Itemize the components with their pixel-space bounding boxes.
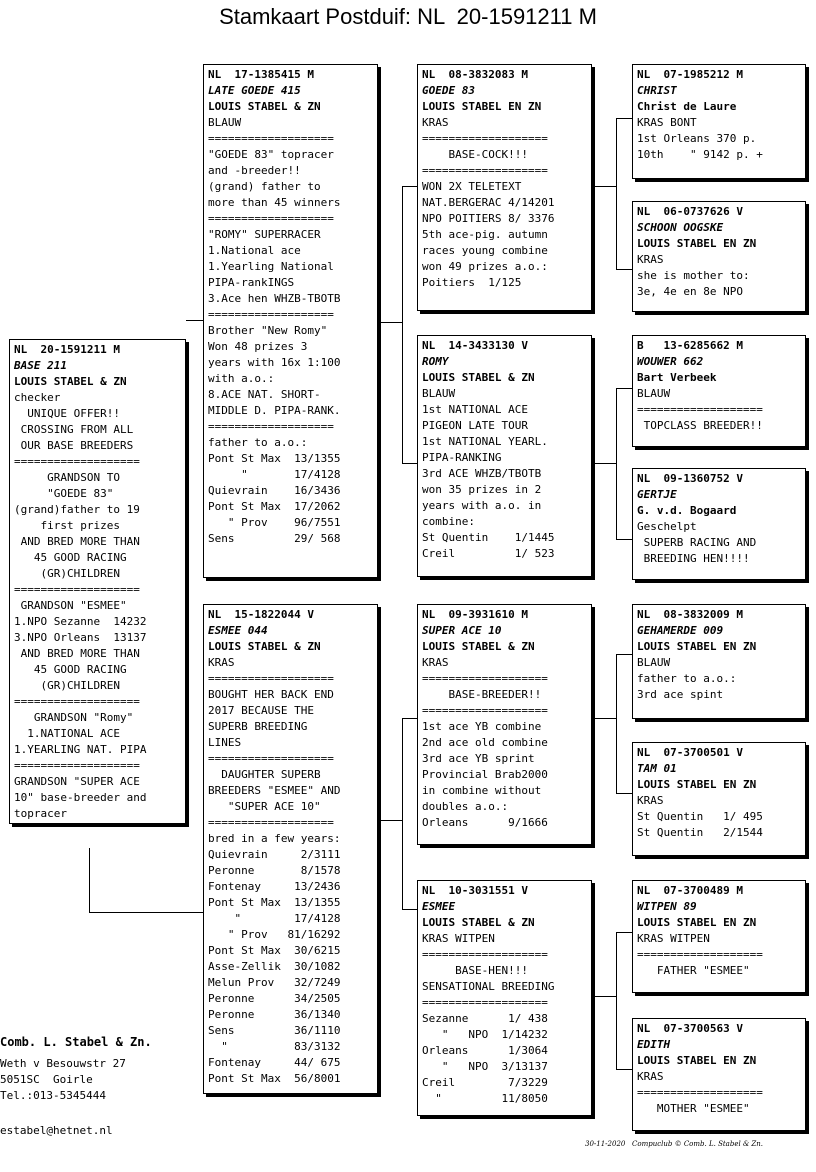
pigeon-name: BASE 211 [14, 359, 67, 372]
info-line: =================== [14, 583, 140, 596]
info-line: AND BRED MORE THAN [14, 535, 140, 548]
breeder-name: LOUIS STABEL & ZN [14, 375, 127, 388]
ring-number: NL 07-1985212 M [637, 68, 743, 81]
info-line: 1st NATIONAL ACE [422, 403, 528, 416]
breeder-name: LOUIS STABEL EN ZN [422, 100, 542, 113]
info-line: SENSATIONAL BREEDING [422, 980, 555, 993]
pigeon-card-sire [203, 64, 378, 578]
info-line: CROSSING FROM ALL [14, 423, 134, 436]
info-line: " NPO 1/14232 [422, 1028, 548, 1041]
info-line: =================== [422, 704, 548, 717]
pigeon-name: TAM 01 [637, 762, 677, 775]
info-line: =================== [422, 132, 548, 145]
info-line: Pont St Max 13/1355 [208, 896, 341, 909]
connector-line [616, 118, 632, 119]
info-line: BLAUW [637, 656, 671, 669]
ring-number: NL 09-1360752 V [637, 472, 743, 485]
info-line: =================== [208, 420, 334, 433]
info-line: 2nd ace old combine [422, 736, 548, 749]
info-line: MOTHER "ESMEE" [637, 1102, 750, 1115]
footer-credit: 30-11-2020 Compuclub © Comb. L. Stabel & Zn. [585, 1140, 763, 1148]
info-line: father to a.o.: [637, 672, 737, 685]
connector-line [592, 718, 616, 719]
info-line: NAT.BERGERAC 4/14201 [422, 196, 555, 209]
info-line: 1st NATIONAL YEARL. [422, 435, 548, 448]
info-line: bred in a few years: [208, 832, 341, 845]
info-line: =================== [422, 164, 548, 177]
connector-line [402, 718, 403, 910]
connector-line [89, 848, 90, 912]
ring-number: NL 20-1591211 M [14, 343, 120, 356]
pigeon-card-grandsire-maternal [417, 604, 592, 845]
info-line: Quievrain 2/3111 [208, 848, 341, 861]
pigeon-name: WITPEN 89 [637, 900, 697, 913]
info-line: (GR)CHILDREN [14, 567, 120, 580]
connector-line [592, 463, 616, 464]
pigeon-name: ESMEE [422, 900, 456, 913]
pigeon-card-ggp-8 [632, 1018, 806, 1131]
info-line: 3rd ace spint [637, 688, 724, 701]
info-line: Asse-Zellik 30/1082 [208, 960, 341, 973]
info-line: BASE-HEN!!! [422, 964, 528, 977]
pigeon-card-ggp-5 [632, 604, 806, 719]
info-line: more than 45 winners [208, 196, 341, 209]
info-line: =================== [637, 948, 763, 961]
info-line: 10" base-breeder and [14, 791, 147, 804]
info-line: "SUPER ACE 10" [208, 800, 321, 813]
info-line: Creil 1/ 523 [422, 547, 555, 560]
info-line: 3.NPO Orleans 13137 [14, 631, 147, 644]
info-line: AND BRED MORE THAN [14, 647, 140, 660]
info-line: =================== [208, 132, 334, 145]
owner-street: Weth v Besouwstr 27 [0, 1057, 126, 1070]
info-line: 8.ACE NAT. SHORT- [208, 388, 321, 401]
pigeon-card-granddam-maternal [417, 880, 592, 1116]
info-line: Fontenay 13/2436 [208, 880, 341, 893]
connector-line [402, 909, 417, 910]
info-line: checker [14, 391, 61, 404]
breeder-name: LOUIS STABEL & ZN [422, 916, 535, 929]
info-line: BREEDERS "ESMEE" AND [208, 784, 341, 797]
ring-number: NL 08-3832083 M [422, 68, 528, 81]
info-line: KRAS [637, 1070, 664, 1083]
info-line: 1st Orleans 370 p. [637, 132, 757, 145]
ring-number: NL 17-1385415 M [208, 68, 314, 81]
info-line: 45 GOOD RACING [14, 551, 127, 564]
connector-line [592, 186, 616, 187]
info-line: Pont St Max 17/2062 [208, 500, 341, 513]
ring-number: B 13-6285662 M [637, 339, 743, 352]
info-line: in combine without [422, 784, 542, 797]
info-line: DAUGHTER SUPERB [208, 768, 321, 781]
connector-line [616, 932, 632, 933]
info-line: Quievrain 16/3436 [208, 484, 341, 497]
info-line: (GR)CHILDREN [14, 679, 120, 692]
connector-line [402, 186, 417, 187]
connector-line [378, 322, 402, 323]
connector-line [378, 820, 402, 821]
breeder-name: Christ de Laure [637, 100, 737, 113]
info-line: =================== [14, 759, 140, 772]
info-line: " NPO 3/13137 [422, 1060, 548, 1073]
connector-line [616, 932, 617, 1070]
info-line: MIDDLE D. PIPA-RANK. [208, 404, 341, 417]
info-line: =================== [208, 752, 334, 765]
connector-line [186, 320, 204, 321]
info-line: Peronne 34/2505 [208, 992, 341, 1005]
info-line: Provincial Brab2000 [422, 768, 548, 781]
breeder-name: LOUIS STABEL EN ZN [637, 778, 757, 791]
info-line: GRANDSON "SUPER ACE [14, 775, 140, 788]
info-line: =================== [637, 403, 763, 416]
owner-block [0, 1034, 152, 1104]
ring-number: NL 10-3031551 V [422, 884, 528, 897]
connector-line [616, 118, 617, 270]
info-line: 1.National ace [208, 244, 301, 257]
pigeon-name: ROMY [422, 355, 449, 368]
pigeon-name: ESMEE 044 [208, 624, 268, 637]
pigeon-card-granddam-paternal [417, 335, 592, 577]
info-line: (grand) father to [208, 180, 321, 193]
info-line: KRAS WITPEN [637, 932, 710, 945]
info-line: UNIQUE OFFER!! [14, 407, 120, 420]
pigeon-name: SCHOON OOGSKE [637, 221, 724, 234]
ring-number: NL 15-1822044 V [208, 608, 314, 621]
info-line: Orleans 1/3064 [422, 1044, 548, 1057]
info-line: Melun Prov 32/7249 [208, 976, 341, 989]
ring-number: NL 07-3700563 V [637, 1022, 743, 1035]
pigeon-card-ggp-1 [632, 64, 806, 179]
breeder-name: LOUIS STABEL & ZN [208, 100, 321, 113]
info-line: =================== [14, 455, 140, 468]
breeder-name: LOUIS STABEL EN ZN [637, 237, 757, 250]
info-line: KRAS [208, 656, 235, 669]
pigeon-name: WOUWER 662 [637, 355, 704, 368]
pigeon-card-grandsire-paternal [417, 64, 592, 311]
info-line: Brother "New Romy" [208, 324, 328, 337]
info-line: GRANDSON TO [14, 471, 120, 484]
breeder-name: LOUIS STABEL & ZN [422, 371, 535, 384]
info-line: KRAS [422, 116, 449, 129]
info-line: =================== [422, 996, 548, 1009]
info-line: 5th ace-pig. autumn [422, 228, 548, 241]
info-line: " Prov 81/16292 [208, 928, 341, 941]
breeder-name: LOUIS STABEL EN ZN [637, 640, 757, 653]
connector-line [616, 654, 632, 655]
info-line: =================== [208, 816, 334, 829]
info-line: BLAUW [208, 116, 242, 129]
connector-line [616, 793, 632, 794]
info-line: Creil 7/3229 [422, 1076, 548, 1089]
info-line: =================== [422, 672, 548, 685]
info-line: 1st ace YB combine [422, 720, 542, 733]
breeder-name: LOUIS STABEL EN ZN [637, 916, 757, 929]
breeder-name: Bart Verbeek [637, 371, 717, 384]
info-line: Won 48 prizes 3 [208, 340, 308, 353]
info-line: 3rd ACE WHZB/TBOTB [422, 467, 542, 480]
info-line: SUPERB RACING AND [637, 536, 757, 549]
info-line: " 83/3132 [208, 1040, 341, 1053]
info-line: =================== [637, 1086, 763, 1099]
owner-phone: Tel.:013-5345444 [0, 1089, 106, 1102]
info-line: 1.Yearling National [208, 260, 334, 273]
info-line: LINES [208, 736, 242, 749]
pigeon-name: GERTJE [637, 488, 677, 501]
info-line: Sens 36/1110 [208, 1024, 341, 1037]
info-line: GRANDSON "Romy" [14, 711, 134, 724]
info-line: years with 16x 1:100 [208, 356, 341, 369]
pigeon-name: LATE GOEDE 415 [208, 84, 301, 97]
info-line: (grand)father to 19 [14, 503, 140, 516]
info-line: =================== [208, 308, 334, 321]
info-line: =================== [208, 212, 334, 225]
info-line: =================== [14, 695, 140, 708]
info-line: Pont St Max 13/1355 [208, 452, 341, 465]
breeder-name: LOUIS STABEL & ZN [208, 640, 321, 653]
info-line: "GOEDE 83" topracer [208, 148, 334, 161]
info-line: 3e, 4e en 8e NPO [637, 285, 743, 298]
info-line: first prizes [14, 519, 120, 532]
info-line: 2017 BECAUSE THE [208, 704, 314, 717]
info-line: St Quentin 2/1544 [637, 826, 763, 839]
pigeon-name: EDITH [637, 1038, 671, 1051]
info-line: " Prov 96/7551 [208, 516, 341, 529]
info-line: Pont St Max 56/8001 [208, 1072, 341, 1085]
ring-number: NL 07-3700501 V [637, 746, 743, 759]
info-line: 1.NATIONAL ACE [14, 727, 120, 740]
connector-line [402, 718, 417, 719]
info-line: WON 2X TELETEXT [422, 180, 522, 193]
pigeon-card-ggp-6 [632, 742, 806, 856]
info-line: NPO POITIERS 8/ 3376 [422, 212, 555, 225]
connector-line [592, 996, 616, 997]
info-line: BREEDING HEN!!!! [637, 552, 750, 565]
info-line: Poitiers 1/125 [422, 276, 522, 289]
info-line: BASE-COCK!!! [422, 148, 528, 161]
pigeon-name: GEHAMERDE 009 [637, 624, 724, 637]
info-line: 3rd ace YB sprint [422, 752, 535, 765]
info-line: BASE-BREEDER!! [422, 688, 542, 701]
connector-line [89, 912, 204, 913]
connector-line [616, 1069, 632, 1070]
info-line: SUPERB BREEDING [208, 720, 308, 733]
info-line: Orleans 9/1666 [422, 816, 548, 829]
info-line: combine: [422, 515, 475, 528]
pigeon-name: GOEDE 83 [422, 84, 475, 97]
pigeon-name: SUPER ACE 10 [422, 624, 502, 637]
info-line: KRAS [422, 656, 449, 669]
info-line: 3.Ace hen WHZB-TBOTB [208, 292, 341, 305]
info-line: Fontenay 44/ 675 [208, 1056, 341, 1069]
info-line: PIPA-rankINGS [208, 276, 295, 289]
info-line: Peronne 36/1340 [208, 1008, 341, 1021]
info-line: 1.YEARLING NAT. PIPA [14, 743, 147, 756]
info-line: 45 GOOD RACING [14, 663, 127, 676]
connector-line [402, 463, 417, 464]
info-line: GRANDSON "ESMEE" [14, 599, 127, 612]
info-line: St Quentin 1/1445 [422, 531, 555, 544]
owner-email: estabel@hetnet.nl [0, 1124, 113, 1137]
info-line: " 11/8050 [422, 1092, 548, 1105]
info-line: KRAS [637, 794, 664, 807]
info-line: Sens 29/ 568 [208, 532, 341, 545]
info-line: KRAS WITPEN [422, 932, 495, 945]
breeder-name: LOUIS STABEL & ZN [422, 640, 535, 653]
breeder-name: G. v.d. Bogaard [637, 504, 737, 517]
pigeon-card-ggp-4 [632, 468, 806, 580]
ring-number: NL 14-3433130 V [422, 339, 528, 352]
info-line: 1.NPO Sezanne 14232 [14, 615, 147, 628]
connector-line [616, 388, 617, 540]
pigeon-card-subject [9, 339, 186, 824]
ring-number: NL 06-0737626 V [637, 205, 743, 218]
info-line: Sezanne 1/ 438 [422, 1012, 548, 1025]
owner-city: 5051SC Goirle [0, 1073, 93, 1086]
ring-number: NL 09-3931610 M [422, 608, 528, 621]
info-line: PIGEON LATE TOUR [422, 419, 528, 432]
info-line: "ROMY" SUPERRACER [208, 228, 321, 241]
connector-line [616, 388, 632, 389]
pigeon-card-ggp-3 [632, 335, 806, 447]
info-line: PIPA-RANKING [422, 451, 502, 464]
info-line: BLAUW [637, 387, 671, 400]
connector-line [402, 186, 403, 464]
connector-line [616, 654, 617, 794]
info-line: KRAS [637, 253, 664, 266]
info-line: " 17/4128 [208, 912, 341, 925]
pigeon-name: CHRIST [637, 84, 677, 97]
pigeon-card-ggp-2 [632, 201, 806, 312]
info-line: BLAUW [422, 387, 456, 400]
info-line: =================== [208, 672, 334, 685]
connector-line [616, 539, 632, 540]
info-line: won 49 prizes a.o.: [422, 260, 548, 273]
info-line: BOUGHT HER BACK END [208, 688, 334, 701]
info-line: and -breeder!! [208, 164, 301, 177]
info-line: won 35 prizes in 2 [422, 483, 542, 496]
info-line: FATHER "ESMEE" [637, 964, 750, 977]
info-line: doubles a.o.: [422, 800, 509, 813]
info-line: OUR BASE BREEDERS [14, 439, 134, 452]
info-line: father to a.o.: [208, 436, 308, 449]
info-line: Pont St Max 30/6215 [208, 944, 341, 957]
info-line: Peronne 8/1578 [208, 864, 341, 877]
info-line: 10th " 9142 p. + [637, 148, 763, 161]
connector-line [616, 269, 632, 270]
pigeon-card-ggp-7 [632, 880, 806, 993]
info-line: races young combine [422, 244, 548, 257]
owner-name: Comb. L. Stabel & Zn. [0, 1035, 152, 1049]
ring-number: NL 07-3700489 M [637, 884, 743, 897]
info-line: TOPCLASS BREEDER!! [637, 419, 763, 432]
info-line: =================== [422, 948, 548, 961]
info-line: years with a.o. in [422, 499, 542, 512]
info-line: St Quentin 1/ 495 [637, 810, 763, 823]
breeder-name: LOUIS STABEL EN ZN [637, 1054, 757, 1067]
page-title: Stamkaart Postduif: NL 20-1591211 M [219, 4, 597, 29]
info-line: she is mother to: [637, 269, 750, 282]
info-line: "GOEDE 83" [14, 487, 114, 500]
pigeon-card-dam [203, 604, 378, 1094]
info-line: topracer [14, 807, 67, 820]
info-line: Geschelpt [637, 520, 697, 533]
info-line: KRAS BONT [637, 116, 697, 129]
ring-number: NL 08-3832009 M [637, 608, 743, 621]
info-line: " 17/4128 [208, 468, 341, 481]
info-line: with a.o.: [208, 372, 275, 385]
